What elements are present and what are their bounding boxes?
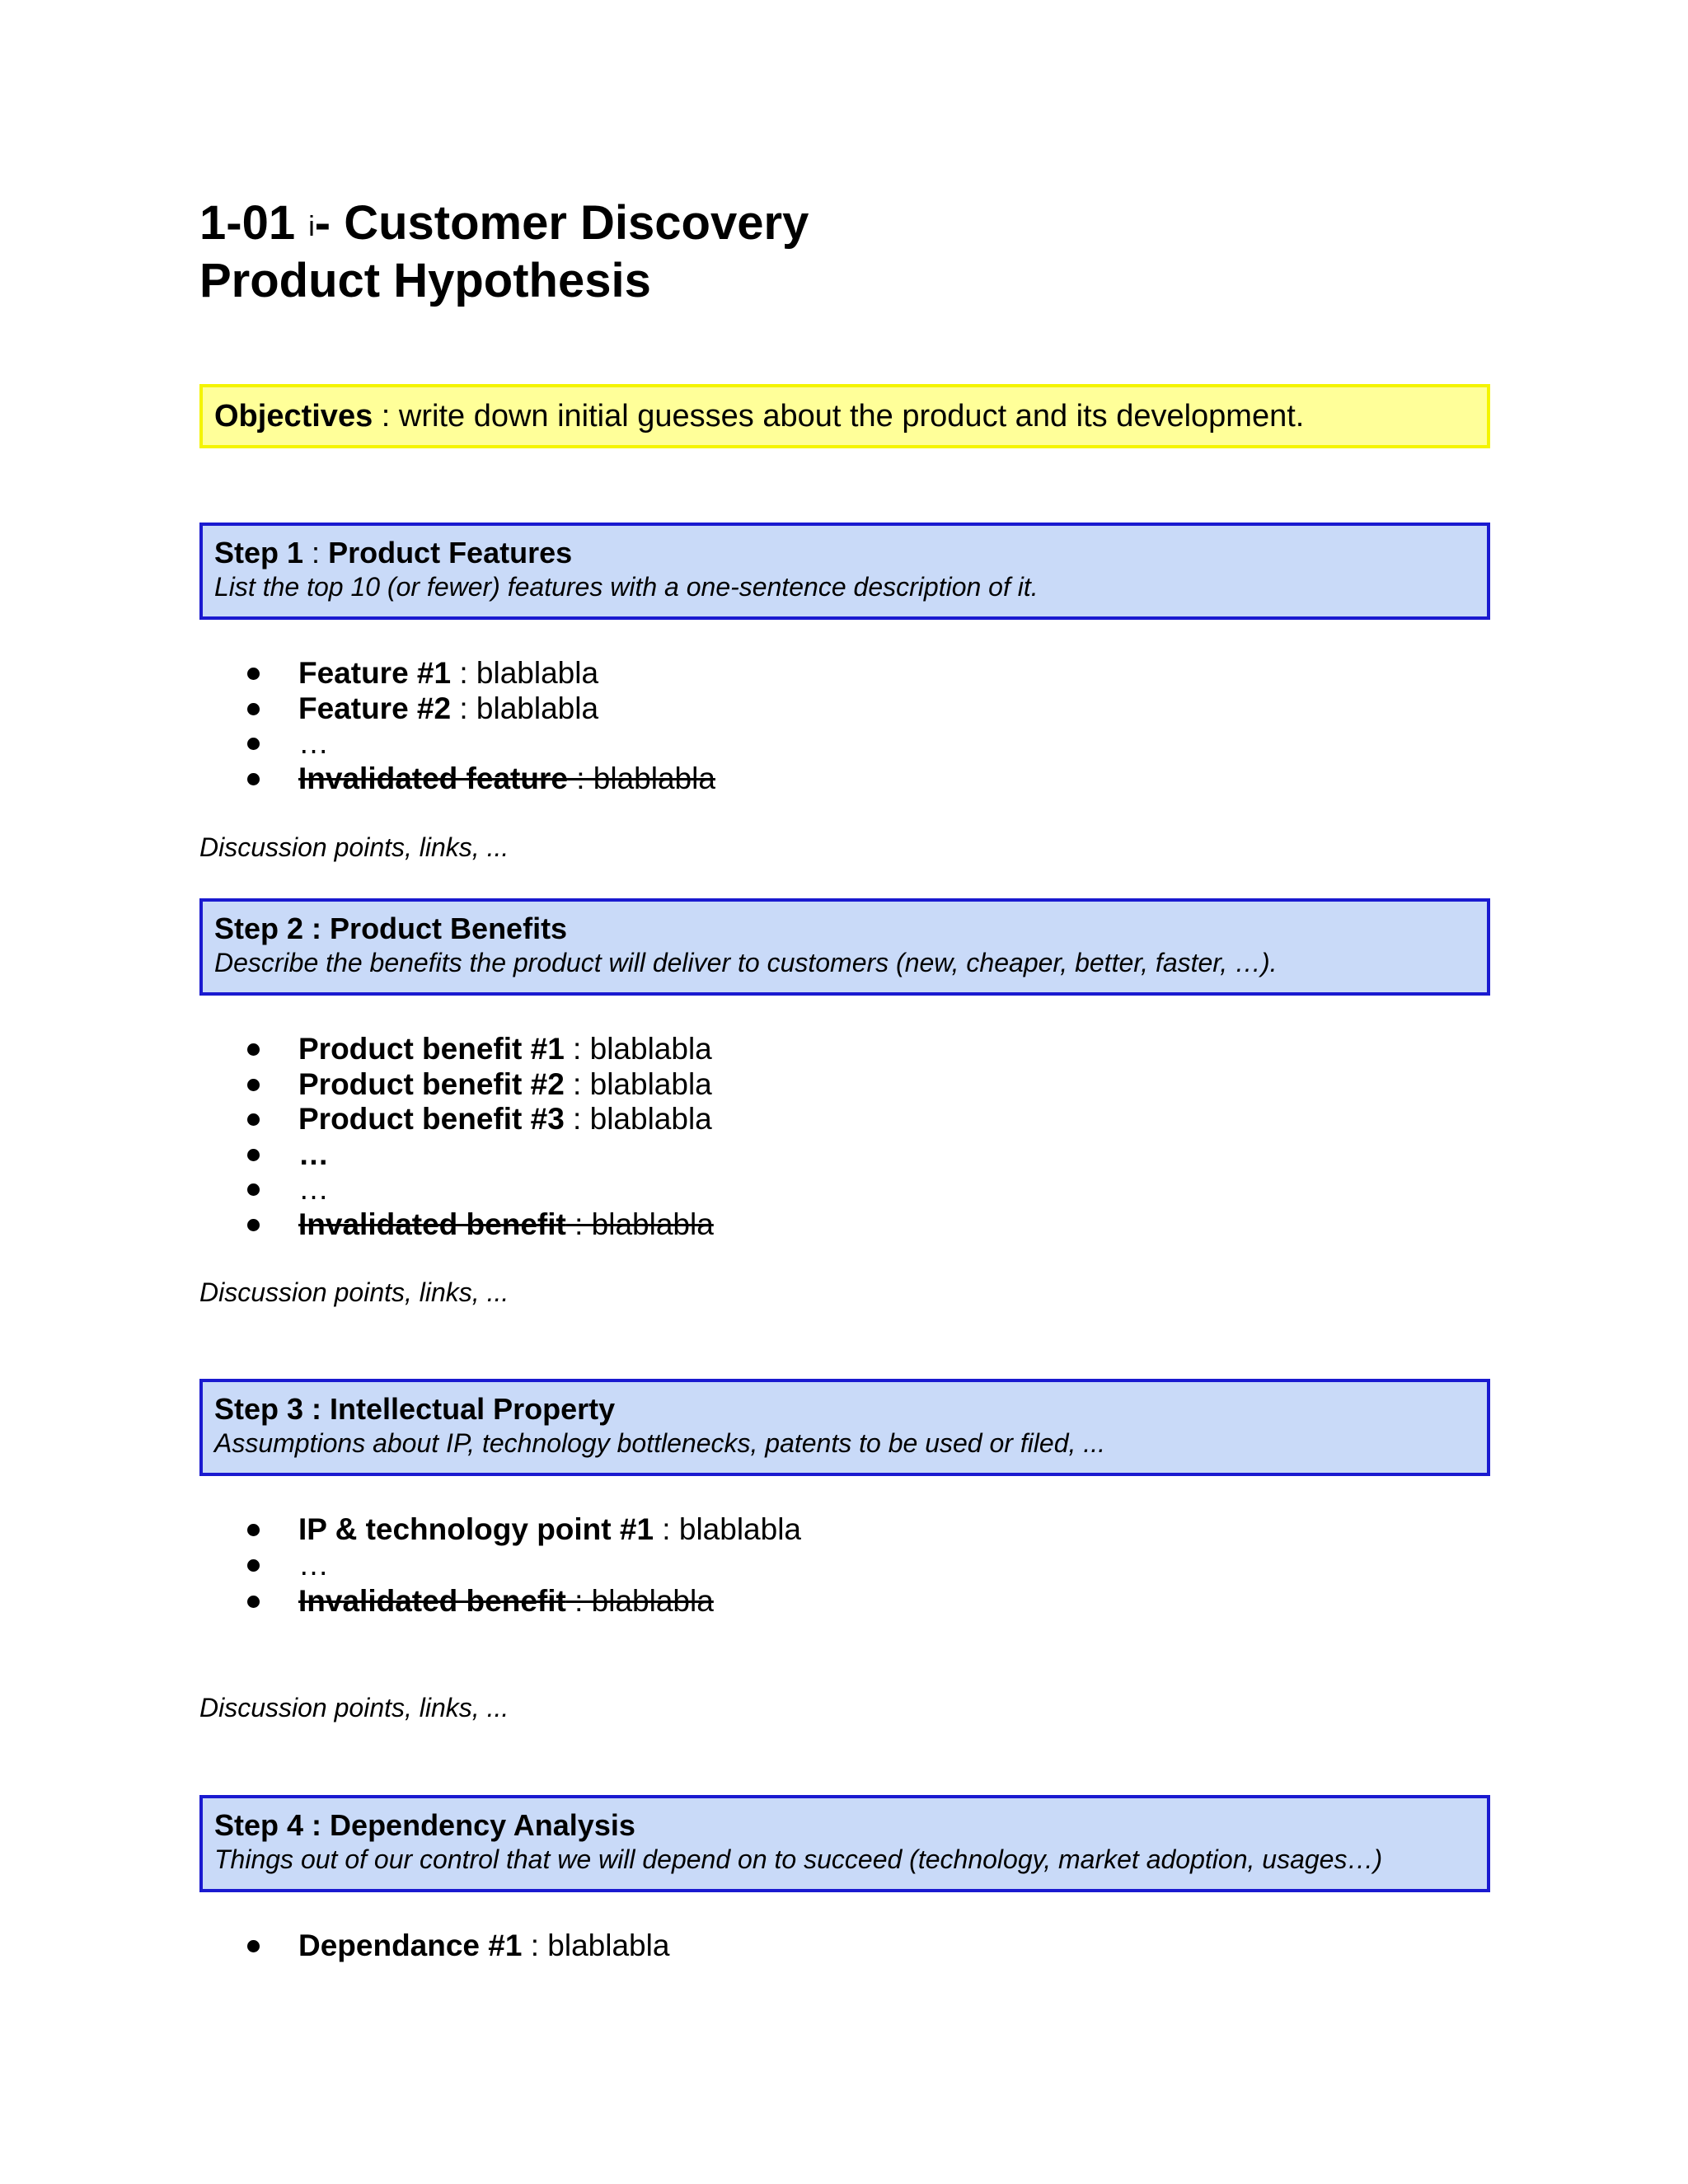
step-4-title: [214, 1808, 1475, 1843]
step-1-list: [247, 656, 715, 796]
bullet-icon: [247, 1079, 260, 1091]
step-1-heading: Product Features: [328, 536, 573, 569]
item-label: Dependance #1: [298, 1929, 523, 1962]
bullet-icon: [247, 1043, 260, 1056]
list-item: [247, 1929, 669, 1964]
step-3-heading: Intellectual Property: [330, 1392, 616, 1426]
objectives-box: [199, 384, 1490, 448]
bullet-icon: [247, 1524, 260, 1536]
step-3-box: [199, 1379, 1490, 1476]
bullet-icon: [247, 1219, 260, 1231]
list-item-invalidated: [247, 1584, 801, 1619]
item-text: : blablabla: [451, 691, 599, 725]
item-text: : blablabla: [565, 1207, 714, 1241]
step-2-title: [214, 912, 1475, 946]
step-2-description: Describe the benefits the product will deliver to customers (new, cheaper, better, faster, …).: [214, 948, 1278, 977]
list-item-invalidated: [247, 762, 715, 797]
step-1-description: List the top 10 (or fewer) features with a one-sentence description of it.: [214, 572, 1039, 602]
bullet-icon: [247, 738, 260, 750]
step-1-box: [199, 523, 1490, 620]
step-2-list: [247, 1032, 714, 1242]
bullet-icon: [247, 668, 260, 680]
item-label: Feature #2: [298, 691, 452, 725]
step-3-label: Step 3: [214, 1392, 304, 1426]
step-3-separator: :: [303, 1392, 331, 1426]
item-label: Invalidated benefit: [298, 1584, 566, 1618]
item-text: : blablabla: [565, 1584, 714, 1618]
title-line2: Product Hypothesis: [199, 254, 651, 307]
item-text: : blablabla: [522, 1929, 670, 1962]
step-2-label: Step 2: [214, 912, 304, 945]
step-4-box: [199, 1795, 1490, 1892]
item-label: IP & technology point #1: [298, 1512, 654, 1546]
item-text: : blablabla: [564, 1032, 712, 1066]
objectives-label: Objectives: [214, 399, 373, 434]
step-1-label: Step 1: [214, 536, 304, 569]
list-item: [247, 656, 715, 691]
bullet-icon: [247, 703, 260, 715]
step-4-description: Things out of our control that we will depend on to succeed (technology, market adoption, usages…): [214, 1844, 1383, 1874]
step-4-label: Step 4: [214, 1808, 304, 1842]
bullet-icon: [247, 1183, 260, 1196]
objectives-separator: :: [373, 399, 399, 434]
step-2-heading: Product Benefits: [330, 912, 568, 945]
title-prefix: 1-01: [199, 196, 296, 250]
bullet-icon: [247, 773, 260, 785]
step-3-title: [214, 1392, 1475, 1427]
step-3-description: Assumptions about IP, technology bottlenecks, patents to be used or filed, ...: [214, 1428, 1105, 1458]
list-item: [247, 1067, 714, 1103]
list-item: [247, 1137, 714, 1173]
item-label: Invalidated benefit: [298, 1207, 566, 1241]
step-4-list: [247, 1929, 669, 1964]
step-3-list: [247, 1512, 801, 1619]
item-text: : blablabla: [654, 1512, 801, 1546]
bullet-icon: [247, 1149, 260, 1161]
item-text: : blablabla: [451, 656, 599, 690]
step-2-discussion: Discussion points, links, ...: [199, 1277, 509, 1307]
step-2-box: [199, 898, 1490, 996]
list-item: [247, 726, 715, 762]
step-2-separator: :: [303, 912, 331, 945]
item-label: Product benefit #3: [298, 1102, 565, 1136]
bullet-icon: [247, 1940, 260, 1952]
title-line1: - Customer Discovery: [314, 196, 809, 250]
list-item: [247, 1172, 714, 1207]
step-1-separator: :: [303, 536, 329, 569]
item-text: …: [298, 1547, 329, 1582]
step-3-discussion: Discussion points, links, ...: [199, 1693, 509, 1722]
page-title: [199, 194, 809, 310]
step-4-heading: Dependency Analysis: [330, 1808, 635, 1842]
footnote-marker[interactable]: i: [308, 211, 315, 242]
bullet-icon: [247, 1113, 260, 1126]
bullet-icon: [247, 1596, 260, 1608]
item-text: …: [298, 726, 329, 760]
list-item: [247, 691, 715, 727]
list-item: [247, 1548, 801, 1583]
step-1-title: [214, 536, 1475, 570]
item-label: Invalidated feature: [298, 761, 568, 795]
item-text: : blablabla: [564, 1102, 712, 1136]
list-item: [247, 1102, 714, 1137]
list-item-invalidated: [247, 1207, 714, 1243]
step-4-separator: :: [303, 1808, 331, 1842]
list-item: [247, 1032, 714, 1067]
item-text: : blablabla: [564, 1066, 712, 1101]
step-1-discussion: Discussion points, links, ...: [199, 832, 509, 862]
item-label: Feature #1: [298, 656, 452, 690]
item-text: …: [298, 1172, 329, 1206]
list-item: [247, 1512, 801, 1548]
objectives-text: write down initial guesses about the product and its development.: [398, 399, 1305, 434]
item-text: : blablabla: [567, 761, 715, 795]
item-label: Product benefit #1: [298, 1032, 565, 1066]
item-label: Product benefit #2: [298, 1066, 565, 1101]
item-label: …: [298, 1137, 329, 1171]
bullet-icon: [247, 1559, 260, 1572]
